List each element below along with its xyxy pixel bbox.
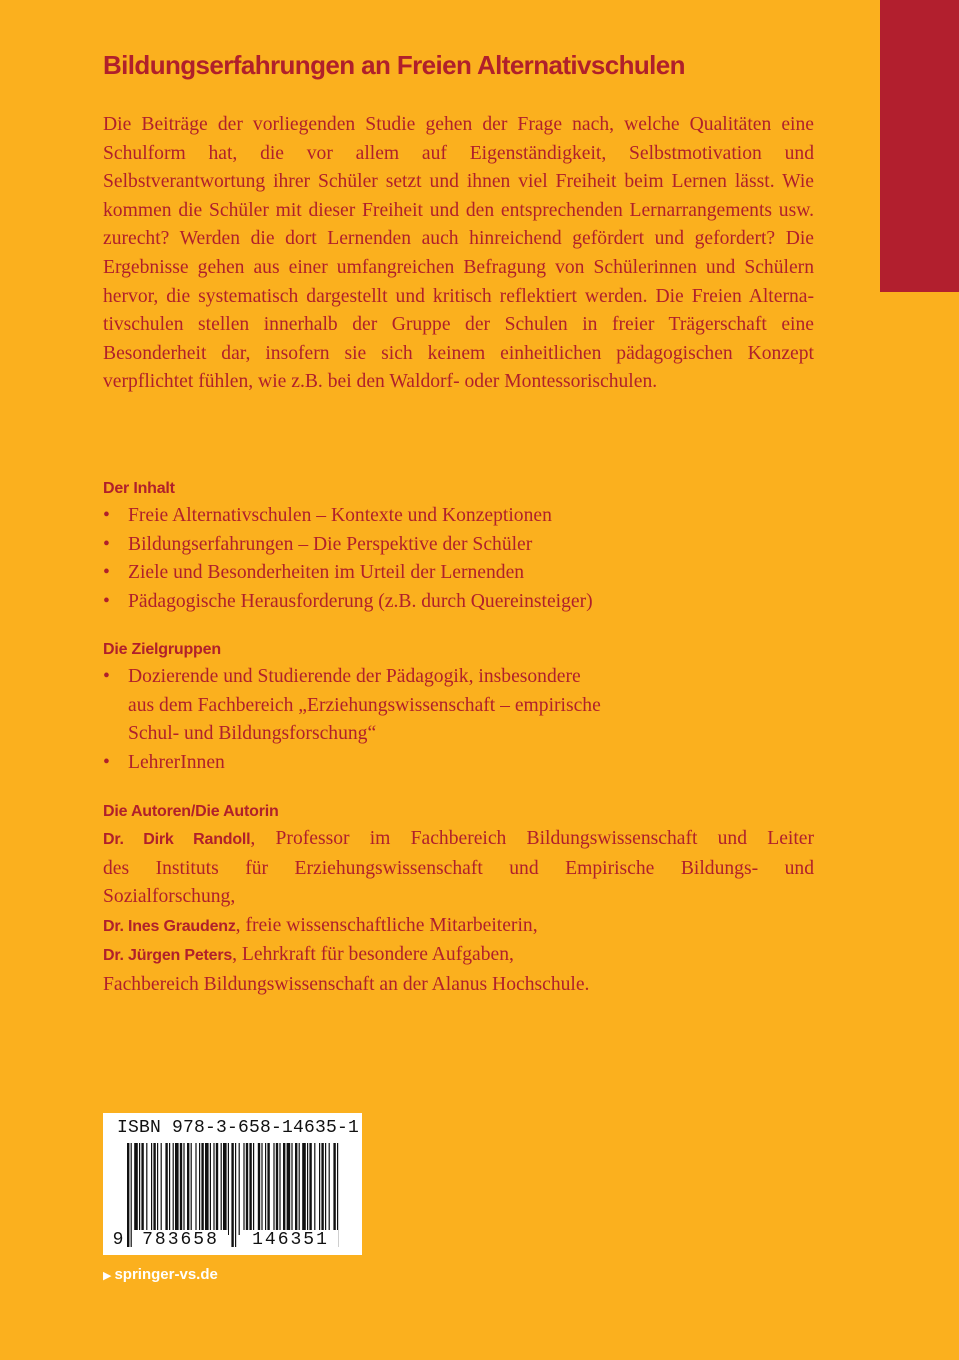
- barcode-bar: [175, 1143, 179, 1235]
- barcode-bar: [151, 1143, 152, 1235]
- barcode-bar: [291, 1143, 292, 1235]
- barcode-bar: [253, 1143, 254, 1235]
- barcode-bar: [333, 1143, 335, 1235]
- author-name: Dr. Dirk Randoll: [103, 831, 251, 848]
- barcode-bar: [329, 1143, 330, 1235]
- list-item: • Pädagogische Herausforderung (z.B. durch Quereinsteiger): [103, 590, 593, 612]
- barcode-bar: [169, 1143, 170, 1235]
- barcode-bar: [246, 1143, 248, 1235]
- autoren-heading: Die Autoren/Die Autorin: [103, 803, 279, 820]
- barcode-bar: [302, 1143, 306, 1235]
- list-item: • LehrerInnen: [103, 751, 225, 773]
- barcode-bar: [134, 1143, 138, 1235]
- barcode-bar: [195, 1143, 196, 1235]
- barcode-digits-right: 146351: [243, 1230, 338, 1250]
- barcode-first-digit: 9: [112, 1230, 124, 1250]
- barcode-bar: [223, 1143, 227, 1235]
- isbn-label: ISBN 978-3-658-14635-1: [117, 1118, 360, 1138]
- barcode-bar: [127, 1143, 129, 1247]
- barcode-bar: [228, 1143, 229, 1235]
- barcode-bar: [213, 1143, 214, 1235]
- barcode-bar: [153, 1143, 155, 1235]
- barcode-bar: [201, 1143, 203, 1235]
- barcode-bar: [321, 1143, 323, 1235]
- barcode-bar: [258, 1143, 260, 1235]
- barcode-bar: [199, 1143, 200, 1235]
- barcode-bar: [205, 1143, 209, 1235]
- book-title: Bildungserfahrungen an Freien Alternativschulen: [103, 50, 685, 80]
- zielgruppen-heading: Die Zielgruppen: [103, 641, 221, 658]
- barcode-bar: [221, 1143, 222, 1235]
- barcode-bar: [295, 1143, 297, 1235]
- barcode-bar: [139, 1143, 140, 1235]
- barcode-bar: [231, 1143, 233, 1247]
- barcode-bar: [191, 1143, 192, 1235]
- barcode-bar: [131, 1143, 132, 1247]
- barcode-bar: [141, 1143, 143, 1235]
- barcode-bar: [307, 1143, 308, 1235]
- author-name: Dr. Ines Graudenz: [103, 917, 236, 935]
- barcode-bar: [183, 1143, 184, 1235]
- barcode-bar: [165, 1143, 167, 1235]
- barcode-bar: [235, 1143, 236, 1247]
- barcode-bar: [279, 1143, 280, 1235]
- barcode-bar: [287, 1143, 291, 1235]
- list-item: • Bildungserfahrungen – Die Perspektive der Schüler: [103, 533, 533, 555]
- barcode-bar: [265, 1143, 266, 1235]
- play-arrow-icon: ▶: [103, 1270, 112, 1282]
- barcode-bar: [161, 1143, 162, 1235]
- isbn-barcode: [103, 1113, 362, 1255]
- barcode-bar: [261, 1143, 262, 1235]
- author-name: Dr. Jürgen Peters: [103, 947, 233, 965]
- barcode-bar: [283, 1143, 285, 1235]
- barcode-bar: [249, 1143, 251, 1235]
- barcode-bar: [187, 1143, 189, 1235]
- barcode-bar: [216, 1143, 218, 1235]
- intro-paragraph: Die Beiträge der vorliegenden Studie gehen der Frage nach, welche Qualitäten eine Schulform hat, die vor allem auf Eigenständigkeit, Selbstmotivation und Selbstverantwortung ihrer Schüler setzt und ihnen viel Freiheit beim Lernen lässt. Wie kommen die Schüler mit dieser Freiheit und den entsprechenden Lernarrangements usw. zurecht? Werden die dort Lernenden auch hinreichend gefördert und gefordert? Die Ergebnisse gehen aus einer umfangreichen Befragung von Schülerinnen und Schülern hervor, die systematisch dargestellt und kritisch reflektiert werden. Die Freien Alternativschulen stellen innerhalb der Gruppe der Schulen in freier Trägerschaft eine Besonderheit dar, insofern sie sich keinem einheitlichen pädagogischen Konzept verpflichtet fühlen, wie z.B. bei den Waldorf- oder Montessorischulen.: [103, 114, 814, 393]
- barcode-bar: [173, 1143, 174, 1235]
- barcode-bar: [146, 1143, 147, 1235]
- barcode-bar: [325, 1143, 326, 1235]
- barcode-bar: [267, 1143, 269, 1235]
- red-accent-tab: [880, 0, 959, 292]
- barcode-bar: [157, 1143, 158, 1235]
- barcode-bar: [276, 1143, 278, 1235]
- barcode-bar: [319, 1143, 320, 1235]
- website-link[interactable]: ▶ springer-vs.de: [103, 1266, 218, 1283]
- barcode-bar: [210, 1143, 211, 1235]
- barcode-bar: [273, 1143, 274, 1235]
- barcode-bar: [299, 1143, 300, 1235]
- barcode-bar: [314, 1143, 315, 1235]
- barcode-bar: [309, 1143, 311, 1235]
- barcode-bar: [180, 1143, 182, 1235]
- barcode-bar: [243, 1143, 244, 1235]
- barcode-bar: [239, 1143, 240, 1235]
- list-item: • Ziele und Besonderheiten im Urteil der Lernenden: [103, 562, 525, 584]
- list-item: • Freie Alternativschulen – Kontexte und Konzeptionen: [103, 505, 552, 526]
- zielgruppen-list: [103, 663, 823, 777]
- inhalt-list: [103, 502, 823, 616]
- barcode-digits-left: 783658: [133, 1230, 228, 1250]
- list-item: • Dozierende und Studierende der Pädagogik, insbesondere aus dem Fachbereich „Erziehungswissenschaft – empirische Schul- und Bildungsforschung“: [103, 666, 601, 745]
- authors-block: Dr. Dirk Randoll, Professor im Fachbereich Bildungswissenschaft und Leiter des Instituts für Erziehungswissenschaft und Empirische Bildungs- und Sozialforschung, Dr. Ines Graudenz, freie wissenschaftliche Mitarbeiterin, Dr. Jürgen Peters, Lehrkraft für besondere Aufgaben, Fachbereich Bildungswissenschaft an der Alanus Hochschule.: [103, 828, 814, 995]
- inhalt-heading: Der Inhalt: [103, 480, 175, 497]
